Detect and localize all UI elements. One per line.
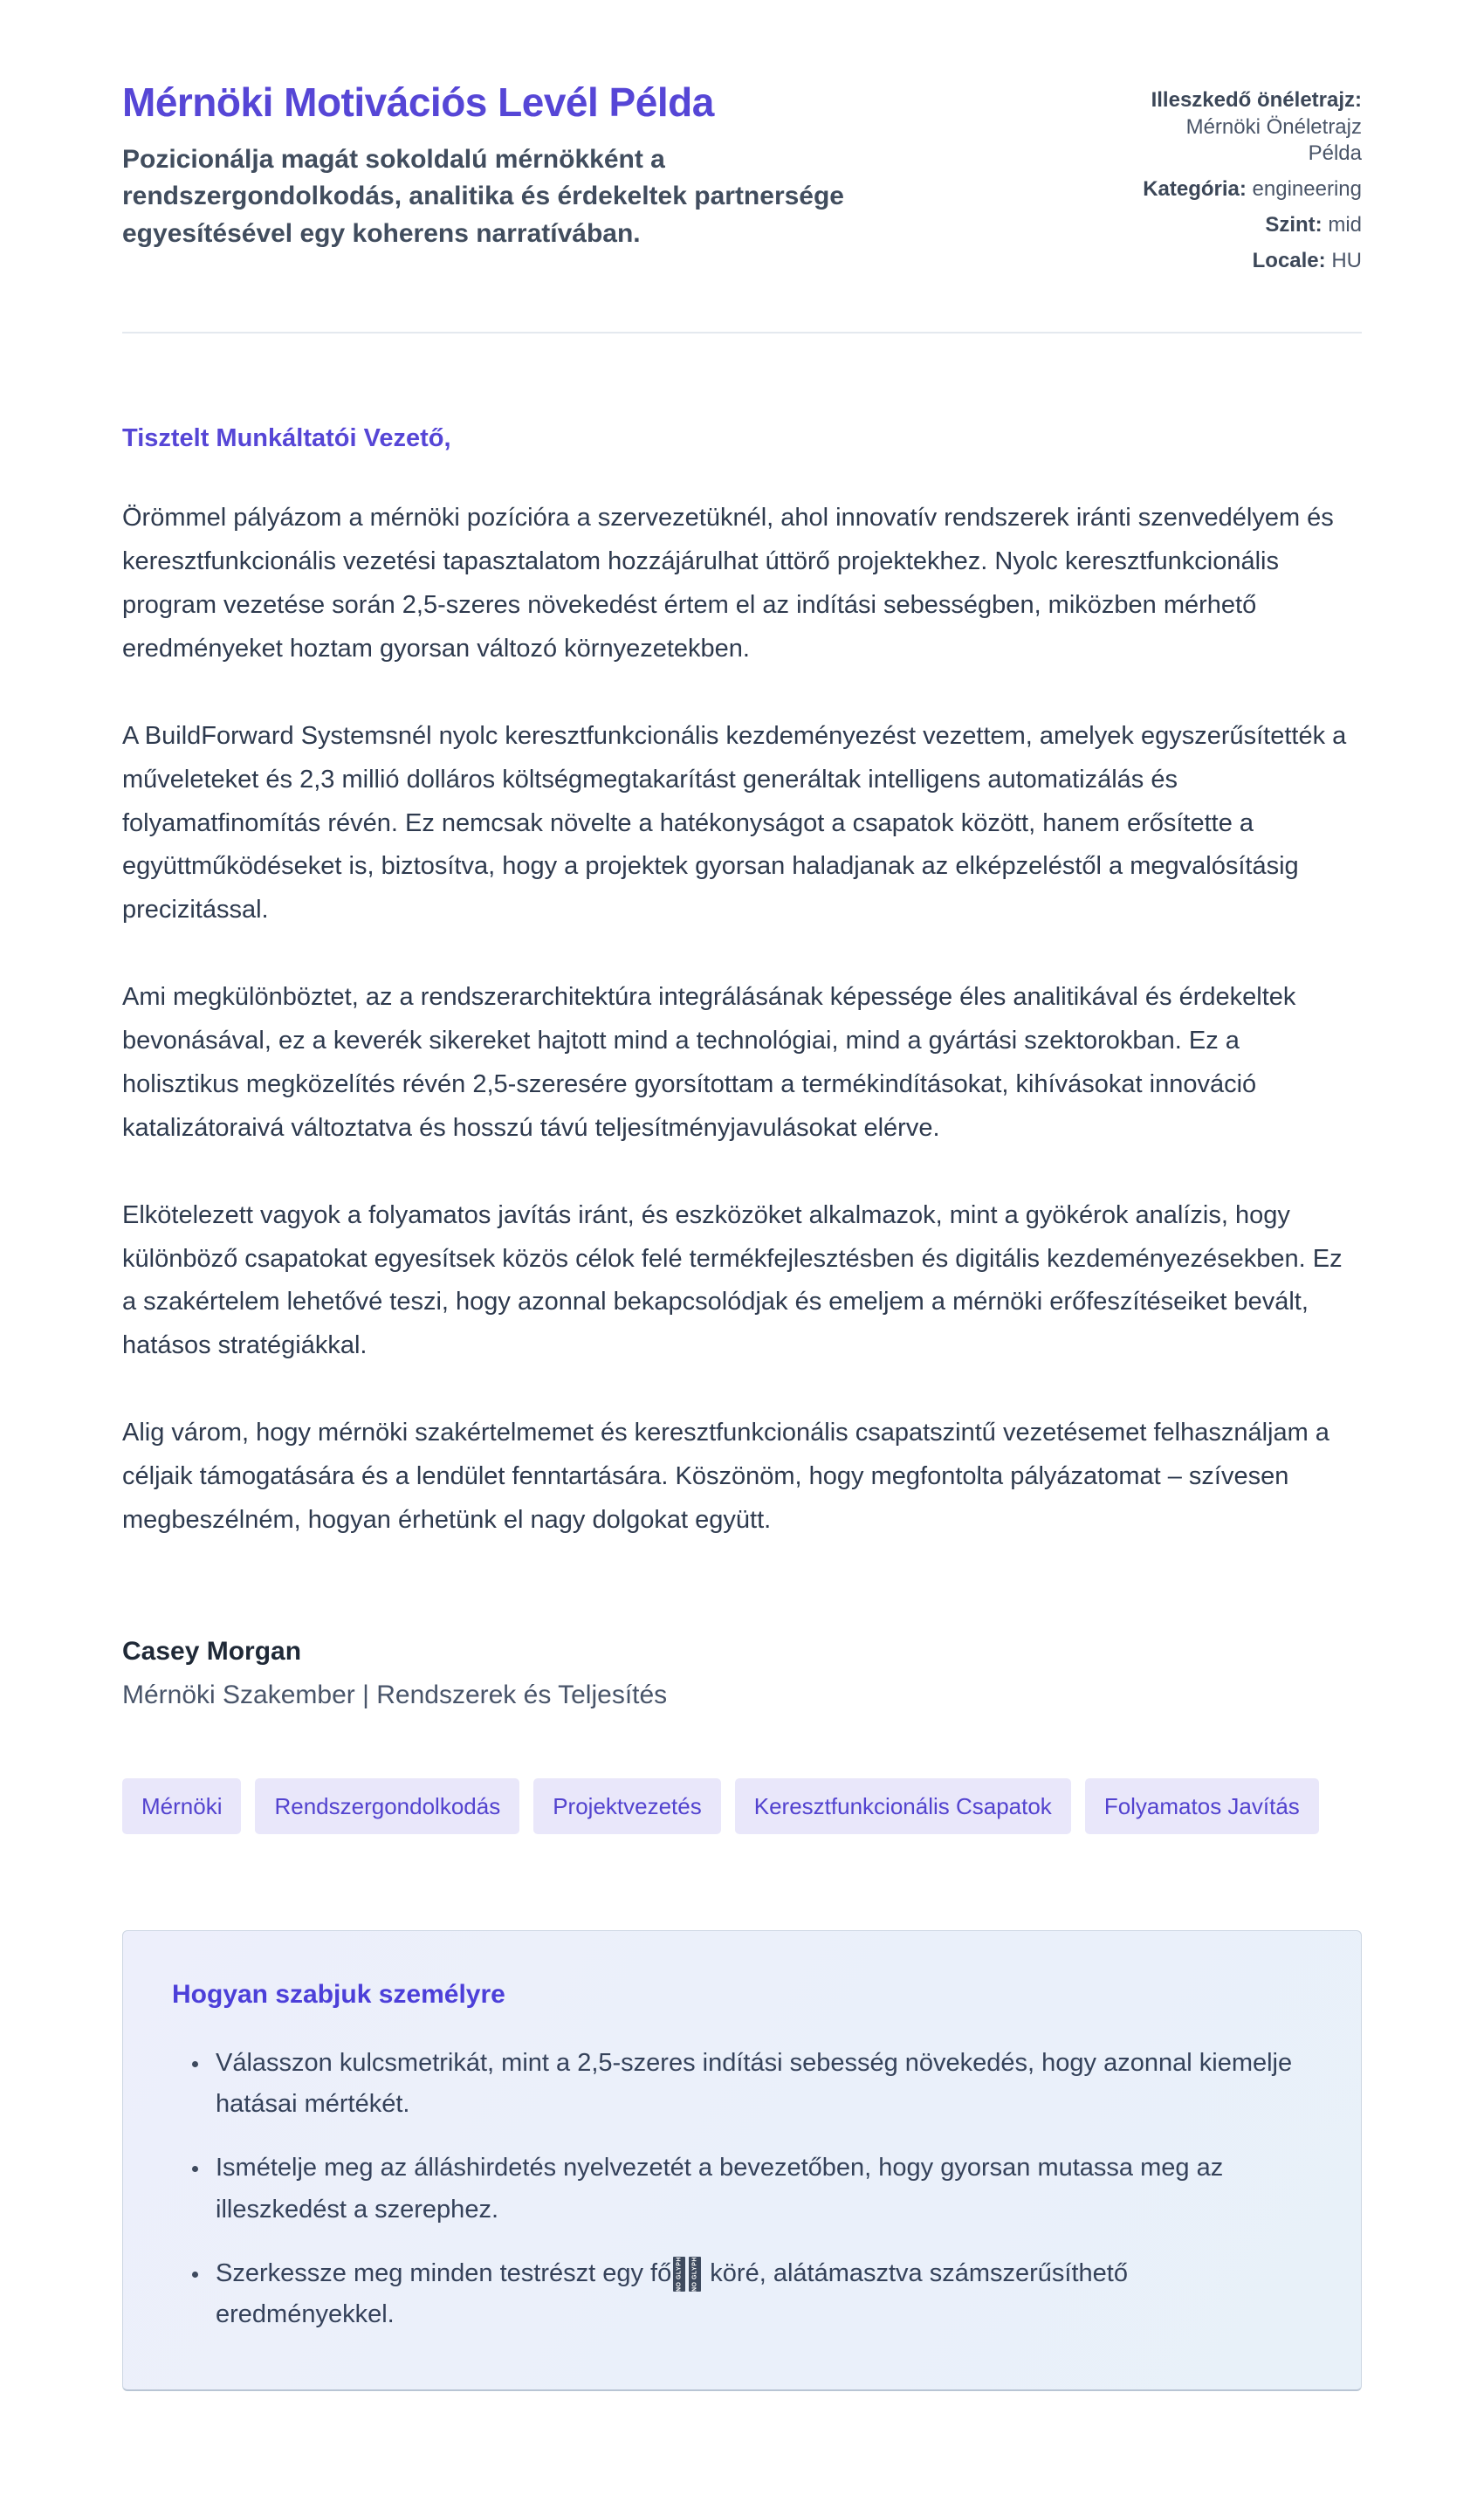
metadata-row bbox=[1142, 248, 1362, 275]
header-metadata bbox=[1142, 87, 1362, 283]
tips-title: Hogyan szabjuk személyre bbox=[172, 1979, 505, 2009]
signature-role: Mérnöki Szakember | Rendszerek és Teljesítés bbox=[122, 1680, 668, 1709]
letter-paragraph: Alig várom, hogy mérnöki szakértelmemet és keresztfunkcionális csapatszintű vezetésemet felhasználjam a céljaik támogatására és a lendület fenntartására. Köszönöm, hogy megfontolta pályázatomat – szívesen megbeszélném, hogyan érhetünk el nagy dolgokat együtt. bbox=[122, 1419, 1329, 1534]
metadata-row bbox=[1142, 176, 1362, 203]
missing-glyph-box: NO GLYPH bbox=[689, 2257, 701, 2292]
letter-paragraph: Elkötelezett vagyok a folyamatos javítás iránt, és eszközöket alkalmazok, mint a gyökérok analízis, hogy különböző csapatokat egyesítsek közös célok felé termékfejlesztésben és digitális kezdeményezésekben. Ez a szakértelem lehetővé teszi, hogy azonnal bekapcsolódjak és emeljem a mérnöki erőfeszítéseiket bevált, hatásos stratégiákkal. bbox=[122, 1200, 1343, 1360]
tip-item: • Ismételje meg az álláshirdetés nyelvezetét a bevezetőben, hogy gyorsan mutassa meg az illeszkedést a szerephez. bbox=[210, 2148, 1312, 2231]
letter-paragraph: Ami megkülönböztet, az a rendszerarchitektúra integrálásának képessége éles analitikával és érdekeltek bevonásával, ez a keverék sikereket hajtott mind a technológiai, mind a gyártási szektorokban. Ez a holisztikus megközelítés révén 2,5-szeresére gyorsítottam a termékindításokat, kihívásokat innováció katalizátoraivá változtatva és hosszú távú teljesítményjavulásokat elérve. bbox=[122, 983, 1296, 1142]
tips-list bbox=[172, 2043, 1312, 2336]
tag-chip[interactable]: Keresztfunkcionális Csapatok bbox=[735, 1778, 1071, 1834]
tip-item: • Válasszon kulcsmetrikát, mint a 2,5-szeres indítási sebesség növekedés, hogy azonnal kiemelje hatásai mértékét. bbox=[210, 2043, 1312, 2126]
personalization-tips-box bbox=[122, 1930, 1362, 2392]
metadata-row bbox=[1142, 87, 1362, 168]
meta-label: Locale: bbox=[1252, 248, 1326, 272]
metadata-row bbox=[1142, 212, 1362, 239]
tag-chip[interactable]: Rendszergondolkodás bbox=[255, 1778, 519, 1834]
meta-value: HU bbox=[1325, 248, 1362, 272]
tag-chip[interactable]: Projektvezetés bbox=[533, 1778, 721, 1834]
header-title-block bbox=[122, 80, 943, 252]
meta-label: Illeszkedő önéletrajz: bbox=[1151, 88, 1362, 112]
meta-label: Szint: bbox=[1265, 212, 1323, 237]
tip-item: • Szerkessze meg minden testrészt egy fő NO GLYPH NO GLYPH köré, alátámasztva számszerűsíthető eredményekkel. bbox=[210, 2253, 1312, 2336]
meta-label: Kategória: bbox=[1143, 177, 1247, 202]
page-subtitle: Pozicionálja magát sokoldalú mérnökként a rendszergondolkodás, analitika és érdekeltek partnersége egyesítésével egy koherens narratívában. bbox=[122, 144, 844, 248]
header-divider bbox=[122, 332, 1362, 333]
tag-chip[interactable]: Mérnöki bbox=[122, 1778, 241, 1834]
meta-value: mid bbox=[1322, 212, 1362, 237]
page-header bbox=[122, 80, 1362, 283]
meta-value: engineering bbox=[1246, 177, 1362, 202]
signature-name: Casey Morgan bbox=[122, 1636, 302, 1666]
page-title: Mérnöki Motivációs Levél Példa bbox=[122, 79, 714, 125]
letter-paragraph: Örömmel pályázom a mérnöki pozícióra a szervezetüknél, ahol innovatív rendszerek iránti szenvedélyem és keresztfunkcionális vezetési tapasztalatom hozzájárulhat úttörő projektekhez. Nyolc keresztfunkcionális program vezetése során 2,5-szeres növekedést értem el az indítási sebességben, miközben mérhető eredményeket hoztam gyorsan változó környezetekben. bbox=[122, 504, 1334, 663]
tag-chip[interactable]: Folyamatos Javítás bbox=[1085, 1778, 1319, 1834]
missing-glyph-box: NO GLYPH bbox=[673, 2257, 685, 2292]
letter-paragraph: A BuildForward Systemsnél nyolc keresztfunkcionális kezdeményezést vezettem, amelyek egyszerűsítették a műveleteket és 2,3 millió dolláros költségmegtakarítást generáltak intelligens automatizálás és folyamatfinomítás révén. Ez nemcsak növelte a hatékonyságot a csapatok között, hanem erősítette a együttműködéseket is, biztosítva, hogy a projektek gyorsan haladjanak az elképzeléstől a megvalósításig precizitással. bbox=[122, 721, 1347, 925]
meta-value: Mérnöki Önéletrajz Példa bbox=[1185, 114, 1362, 166]
tag-list bbox=[122, 1778, 1362, 1834]
letter-body bbox=[122, 424, 1362, 1710]
letter-greeting: Tisztelt Munkáltatói Vezető, bbox=[122, 424, 451, 453]
